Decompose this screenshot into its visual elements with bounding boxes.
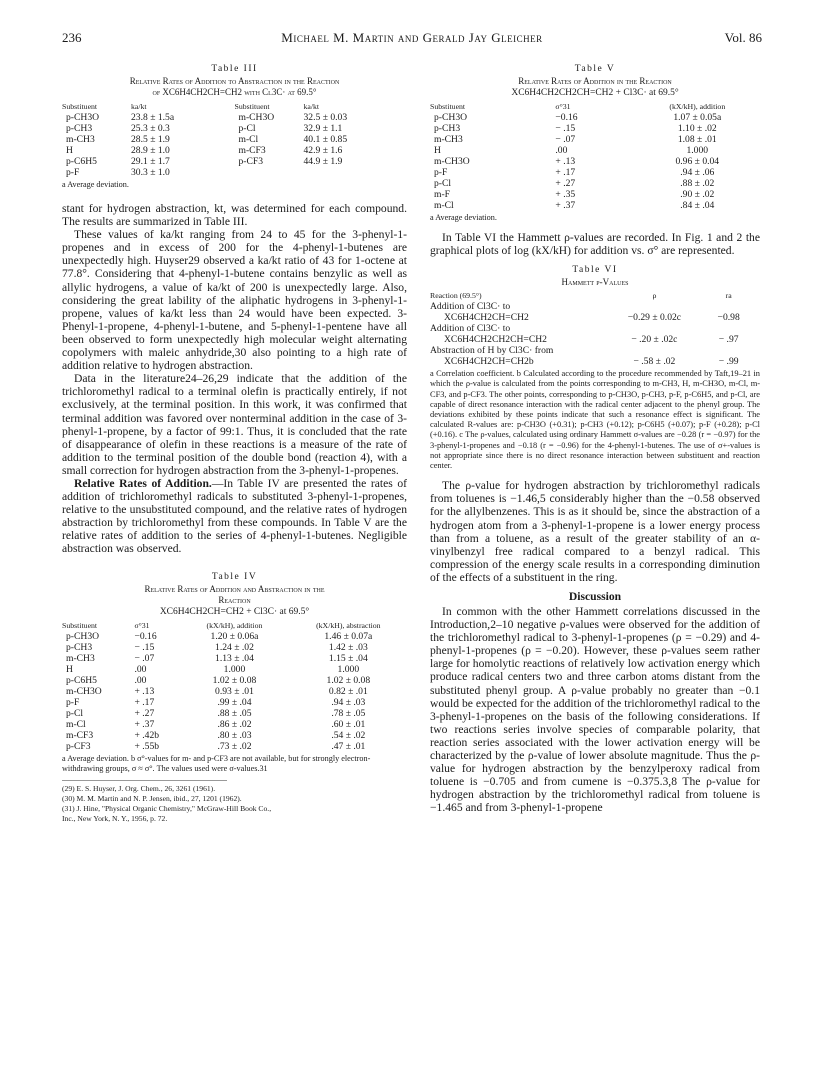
page-header [62,30,762,50]
table-cell: 30.3 ± 1.0 [131,167,170,178]
table-cell: + .35 [555,189,576,200]
table-cell: 1.000 [686,145,709,156]
table-cell: m-CH3O [238,112,275,123]
table-title: Relative Rates of Addition in the Reaction [518,76,672,86]
column-header: Reaction (69.5°) [430,291,482,301]
table-cell: p-CH3O [66,112,100,123]
table-cell: .84 ± .04 [680,200,715,211]
paragraph: stant for hydrogen abstraction, kt, was determined for each compound. The results are summarized in Table III. [62,202,407,229]
table-row [430,123,760,134]
table-cell: 1.07 ± 0.05a [673,112,722,123]
table-cell: m-Cl [434,200,454,211]
table-cell: − .99 [718,356,739,368]
table-cell: p-Cl [238,123,256,134]
table-cell: + .55b [134,740,160,752]
column-header: Substituent [62,102,98,111]
table-row [430,178,760,189]
table-caption: Table III [211,64,258,74]
section-heading: Discussion [568,589,622,603]
table-row [62,123,407,134]
table-cell: 25.3 ± 0.3 [131,123,170,134]
table-cell: m-F [434,189,450,200]
table-cell: p-F [66,696,80,708]
table-cell: p-F [66,167,80,178]
reference: Inc., New York, N. Y., 1956, p. 72. [62,813,168,823]
table-footnote: a Average deviation. [62,180,129,189]
table-title: Relative Rates of Addition and Abstraction in the [144,583,325,594]
table-cell: p-CH3 [66,641,93,653]
table-cell: + .17 [555,167,576,178]
table-cell: 1.02 ± 0.08 [326,674,371,686]
table-cell: p-Cl [66,707,84,719]
table-cell: H [434,145,441,156]
table-cell: 0.96 ± 0.04 [675,156,720,167]
table-cell: m-CH3O [66,685,102,697]
table-cell: 1.15 ± .04 [328,652,368,664]
table-4 [62,572,407,774]
table-cell: −0.16 [555,112,578,123]
table-cell: m-CF3 [238,145,266,156]
table-row [62,686,407,697]
table-cell: m-CH3 [434,134,463,145]
table-cell: m-Cl [238,134,259,145]
table-cell: .99 ± .04 [217,696,252,708]
table-6 [430,265,760,471]
table-footnote: a Average deviation. [430,213,497,222]
data-table [430,101,760,211]
table-cell: 23.8 ± 1.5a [131,112,175,123]
table-cell [697,301,760,312]
table-cell: 1.02 ± 0.08 [212,674,257,686]
table-cell: 42.9 ± 1.6 [303,145,343,156]
table-row [62,145,407,156]
right-column [430,60,760,814]
reference: (29) E. S. Huyser, J. Org. Chem., 26, 3261 (1961). [62,783,216,793]
table-cell: m-Cl [66,718,86,730]
table-cell: Addition of Cl3C· to [430,323,511,335]
table-cell: + .27 [134,707,155,719]
table-caption: Table VI [572,265,618,276]
paragraph [62,477,407,556]
table-cell: 1.46 ± 0.07a [324,630,373,642]
volume: Vol. 86 [724,30,762,45]
table-cell: Addition of Cl3C· to [430,301,511,313]
table-cell: p-CF3 [238,156,264,167]
table-cell: + .27 [555,178,576,189]
table-row [62,156,407,167]
paragraph: In common with the other Hammett correlations discussed in the Introduction,2–10 negative ρ-values were observed for the addition of the trichloromethyl radical to 3-phenyl-1-propenes (ρ = −0.29) and 4-phenyl-1-propenes (ρ = −0.20). However, these ρ-values seem rather large for homolytic reactions of relatively low activation energy which produce radical centers two and three carbon atoms distant from the substituted phenyl group. A ρ-value probably no greater than −0.1 would be expected for the addition of the trichloromethyl radical to the 3-phenyl-1-propenes on the basis of the following considerations. If two reactions series involve species of comparable polarity, that reaction series associated with the lower activation energy will be characterized by the ρ-value of lower absolute magnitude. Thus the ρ-value for hydrogen abstraction by the benzylperoxy radical from toluene is −0.705 and from cumene is −0.375.3,8 The ρ-value for hydrogen abstraction by the trichloromethyl radical from toluene is −1.465 and from 3-phenyl-1-propene [430,604,760,815]
table-row [430,200,760,211]
paragraph: These values of ka/kt ranging from 24 to 45 for the 3-phenyl-1-propenes and in excess of 200 for the 4-phenyl-1-butenes are unexpectedly high. Huyser29 observed a ka/kt ratio of 43 for 1-octene at 77.8°. Considering that 4-phenyl-1-butene contains benzylic as well as allylic hydrogens, a value of ka/kt of 200 is unexpectedly large. Also, considering the great lability of the aliphatic hydrogens in 3-phenyl-1-propene, values of ka/kt less than 24 would have been expected. 3-Phenyl-1-propene, 4-phenyl-1-butene, and 5-phenyl-1-pentene have all been observed to form unexpectedly high molecular weight alternating copolymers with maleic anhydride,30 also pointing to a high rate of addition relative to hydrogen abstraction. [62,228,407,373]
table-cell [235,167,304,178]
table-cell: 32.5 ± 0.03 [303,112,348,123]
table-cell: 1.10 ± .02 [677,123,717,134]
table-cell: XC6H4CH2CH=CH2 [444,312,529,324]
table-title: Hammett ρ-Values [561,277,629,288]
reference: (30) M. M. Martin and N. P. Jensen, ibid., 27, 1201 (1962). [62,793,242,803]
table-cell: 1.000 [337,663,360,675]
table-footnote: a Correlation coefficient. b Calculated according to the procedure recommended by Taft,19–21 in which the ρ-value is calculated from the points corresponding to m-CH3, H, m-CH3O, m-Cl, m-CF3, and p-CF3. The other points, corresponding to p-CH3O, p-CH3, p-F, p-C6H5, and p-Cl, are capable of direct resonance interaction with the radical center adjacent to the phenyl group. The deviations exhibited by these points indicate that such a resonance effect is significant. The calculated R-values are: p-CH3O (+0.31); p-CH3 (+0.12); p-C6H5 (+0.07); p-F (+0.28); p-Cl (+0.16). c The ρ-values, calculated using ordinary Hammett σ-values are −0.28 (r = −0.97) for the 3-phenyl-1-propenes and −0.18 (r = −0.96) for the 4-phenyl-1-butenes. The use of σ+-values is not appropriate since there is no direct resonance interaction between substituent and reaction center. [430,369,760,471]
column-header: ka/kt [303,102,320,111]
table-row [62,134,407,145]
table-cell: 29.1 ± 1.7 [131,156,170,167]
table-title: Relative Rates of Addition to Abstraction in the Reaction [129,76,340,86]
table-cell: −0.98 [717,312,740,324]
table-row [430,312,760,323]
table-cell: .94 ± .06 [680,167,715,178]
table-row [430,112,760,123]
table-title: Reaction [218,594,251,605]
column-header: (kX/kH), addition [206,620,263,630]
table-footnote: a Average deviation. b σ°-values for m- and p-CF3 are not available, but for strongly electron-withdrawing groups, σ ≈ σ°. The values used were σ-values.31 [62,753,371,773]
table-cell: .80 ± .03 [217,729,252,741]
table-cell: p-CH3O [66,630,100,642]
table-cell: + .42b [134,729,160,741]
table-row [62,730,407,741]
table-subtitle: XC6H4CH2CH2CH=CH2 + Cl3C· at 69.5° [511,88,679,98]
paragraph: In Table VI the Hammett ρ-values are recorded. In Fig. 1 and 2 the graphical plots of log (kX/kH) for addition vs. σ° are represented. [430,231,760,258]
table-row [62,708,407,719]
table-cell: XC6H4CH2CH2CH=CH2 [444,334,547,346]
table-cell: p-CH3O [434,112,468,123]
references [62,780,272,824]
column-header: σ°31 [555,102,571,111]
column-header: Substituent [62,620,98,630]
table-cell: + .37 [555,200,576,211]
table-cell [612,301,698,312]
table-cell: m-CF3 [66,729,94,741]
table-cell: 0.82 ± .01 [328,685,368,697]
table-cell: m-CH3 [66,652,95,664]
table-cell: .00 [555,145,568,156]
table-cell: 0.93 ± .01 [215,685,254,697]
table-row [62,653,407,664]
table-cell: .73 ± .02 [217,740,252,752]
table-row [62,697,407,708]
table-subtitle: XC6H4CH2CH=CH2 + Cl3C· at 69.5° [159,606,310,617]
table-cell: + .37 [134,718,155,730]
table-header-row [430,290,760,301]
table-5 [430,64,760,223]
table-row [430,323,760,334]
table-row [62,167,407,178]
table-header-row [62,101,407,112]
paragraph-text: —In Table IV are presented the rates of addition of trichloromethyl radicals to substituted 3-phenyl-1-propenes, relative to the unsubstituted compound, and the relative rates of hydrogen abstraction by trichloromethyl from these compounds. In Table V are the relative rates of addition to the series of 4-phenyl-1-butenes. Negligible abstraction was observed. [62,476,407,556]
table-cell: − .97 [718,334,739,346]
table-cell: .94 ± .03 [331,696,366,708]
table-cell: .86 ± .02 [217,718,252,730]
table-title: of XC6H4CH2CH=CH2 with Cl3C· at 69.5° [152,87,317,97]
table-cell: 1.000 [223,663,246,675]
section-heading: Relative Rates of Addition. [74,476,212,490]
table-cell: Abstraction of H by Cl3C· from [430,345,554,357]
table-cell: 44.9 ± 1.9 [303,156,343,167]
column-header: ra [725,291,732,301]
table-cell: .00 [134,674,147,686]
column-header: σ°31 [134,620,150,630]
table-cell: p-C6H5 [66,674,97,686]
table-cell: m-CH3O [434,156,470,167]
table-cell: .90 ± .02 [680,189,715,200]
column-header: ρ [652,291,657,301]
table-row [430,189,760,200]
table-cell: .78 ± .05 [331,707,366,719]
table-row [430,156,760,167]
table-cell: + .13 [555,156,576,167]
table-cell: .00 [134,663,147,675]
table-cell [697,323,760,334]
table-cell: + .13 [134,685,155,697]
table-cell: .47 ± .01 [331,740,366,752]
table-row [62,664,407,675]
table-row [62,112,407,123]
table-cell: .88 ± .02 [680,178,715,189]
table-cell: 1.42 ± .03 [328,641,368,653]
table-cell: H [66,145,73,156]
data-table [430,290,760,367]
table-cell [697,345,760,356]
table-cell: p-CH3 [66,123,93,134]
table-cell [612,345,698,356]
table-cell: + .17 [134,696,155,708]
table-cell: m-CH3 [66,134,95,145]
table-row [62,631,407,642]
table-row [430,145,760,156]
table-cell: p-Cl [434,178,452,189]
column-header: (kX/kH), abstraction [316,620,381,630]
table-cell: 28.5 ± 1.9 [131,134,170,145]
table-row [62,642,407,653]
table-cell: .54 ± .02 [331,729,366,741]
table-row [430,345,760,356]
table-row [430,134,760,145]
table-cell: p-F [434,167,448,178]
reference: (31) J. Hine, "Physical Organic Chemistry," McGraw-Hill Book Co., [62,803,272,813]
paragraph: Data in the literature24–26,29 indicate that the addition of the trichloromethyl radical to a terminal olefin is practically entirely, if not exclusively, at the terminal position. In this work, it was confirmed that terminal addition was favored over nonterminal addition in the case of 3-phenyl-1-propene, by a factor of 99:1. Thus, it is concluded that the rate of disappearance of olefin in these reactions is a measure of the rate of addition to the terminal position of the double bond (reaction 4), with a small correction for hydrogen abstraction from the 3-phenyl-1-propenes. [62,372,407,477]
table-cell: 1.08 ± .01 [677,134,717,145]
table-cell: 1.20 ± 0.06a [210,630,259,642]
table-caption: Table IV [211,571,258,582]
table-cell: 32.9 ± 1.1 [303,123,343,134]
table-header-row [430,101,760,112]
paragraph: The ρ-value for hydrogen abstraction by trichloromethyl radicals from toluenes is −1.46,5 considerably higher than the −0.58 observed for the allylbenzenes. This is as it should be, since the abstraction of a hydrogen atom from a 3-phenyl-1-propene is a lower energy process than from a toluene, as a result of the greater stability of an α-vinylbenzyl free radical compared to a benzyl radical. This compression of the energy scale results in a corresponding diminution of the effects of a substituent in the ring. [430,479,760,584]
table-cell: − .07 [555,134,576,145]
table-row [62,675,407,686]
table-row [430,301,760,312]
column-header: ka/kt [131,102,147,111]
table-cell: − .20 ± .02c [631,334,678,346]
left-column [62,60,407,824]
table-cell: 28.9 ± 1.0 [131,145,170,156]
table-cell [304,167,408,178]
table-cell: .88 ± .05 [217,707,252,719]
table-cell: −0.16 [134,630,157,642]
column-header: Substituent [234,102,270,111]
table-cell: − .58 ± .02 [633,356,676,368]
table-cell: 40.1 ± 0.85 [303,134,348,145]
table-row [430,334,760,345]
column-header: Substituent [430,102,466,111]
table-cell: p-CH3 [434,123,461,134]
table-cell: .60 ± .01 [331,718,366,730]
table-row [62,719,407,730]
table-row [430,356,760,367]
data-table [62,101,407,178]
table-cell: −0.29 ± 0.02c [627,312,682,324]
table-cell: p-CF3 [66,740,91,752]
data-table [62,620,407,752]
table-header-row [62,620,407,631]
table-cell: 1.13 ± .04 [215,652,254,664]
table-cell: − .15 [134,641,155,653]
table-caption: Table V [574,64,616,74]
table-cell: XC6H4CH2CH=CH2b [444,356,534,368]
table-cell [612,323,698,334]
table-cell: H [66,663,73,675]
column-header: (kX/kH), addition [669,102,726,111]
table-row [430,167,760,178]
table-cell: − .15 [555,123,576,134]
table-cell: − .07 [134,652,155,664]
table-row [62,741,407,752]
table-cell: p-C6H5 [66,156,97,167]
table-3 [62,64,407,190]
page-number: 236 [62,30,82,45]
table-cell: 1.24 ± .02 [215,641,254,653]
running-title: Michael M. Martin and Gerald Jay Gleicher [281,30,543,45]
